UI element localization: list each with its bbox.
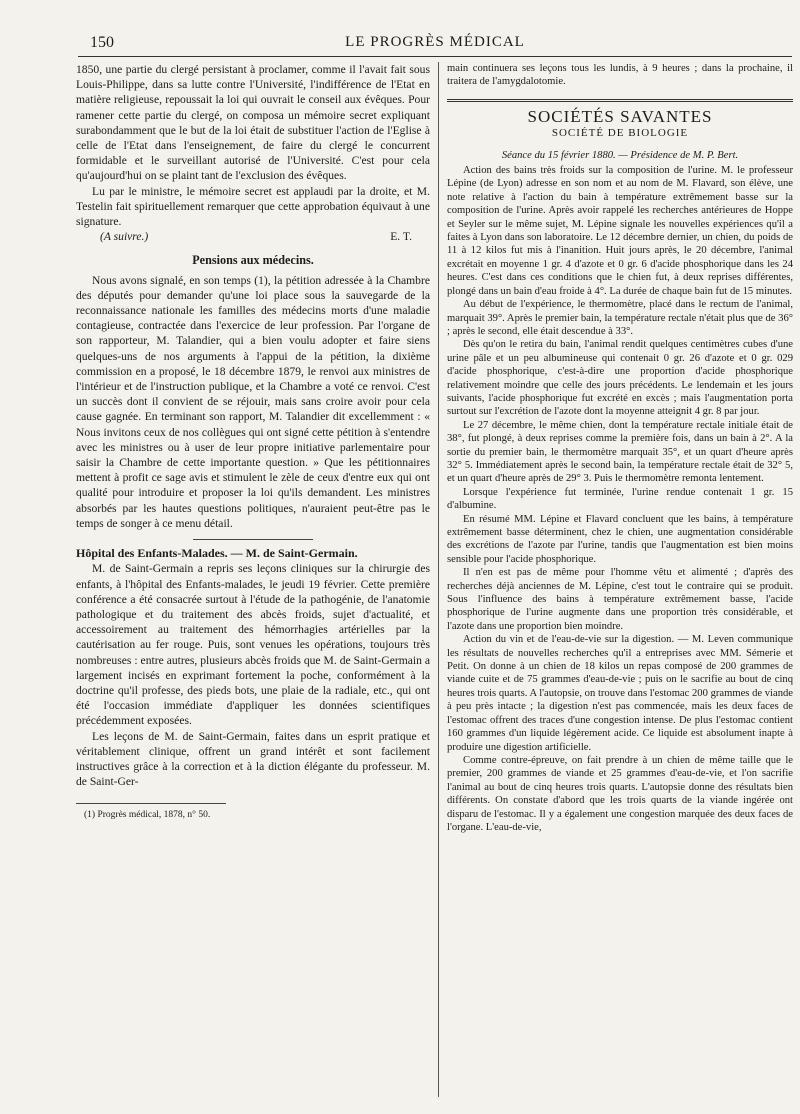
paragraph: Comme contre-épreuve, on fait prendre à un chien de même taille que le premier, 200 grammes de viande et 25 grammes d'eau-de-vie, et l'on sacrifie l'animal au bout de cinq heures trois quarts. L'autopsie donne des résultats bien différents. On constate d'abord que les trois quarts de la viande ingérée ont disparu de l'estomac. Il y a également une congestion marquée des deux faces de l'organe. L'eau-de-vie,	[447, 754, 793, 833]
session-line: Séance du 15 février 1880. — Présidence de M. P. Bert.	[501, 149, 739, 161]
section-title-societes: SOCIÉTÉS SAVANTES	[447, 99, 793, 123]
paragraph: Lu par le ministre, le mémoire secret est applaudi par la droite, et M. Testelin fait spirituellement remarquer que cette approbation équivaut à une signature.	[76, 184, 430, 229]
society-name: SOCIÉTÉ DE BIOLOGIE	[551, 127, 689, 140]
header-rule	[78, 56, 792, 57]
signature-line	[76, 229, 430, 244]
paragraph: Nous avons signalé, en son temps (1), la pétition adressée à la Chambre des députés pour demander qu'une loi place sous la sauvegarde de la reconnaissance nationale les familles des médecins morts d'une maladie contagieuse, contractée dans l'exercice de leur profession. Par l'organe de son rapporteur, M. Talandier, qui a bien voulu adopter et faire siens quelques-uns de nos arguments à l'appui de la pétition, la dixième commission en a proposé, le 18 décembre 1879, le renvoi aux ministres de l'intérieur et de l'instruction publique, et la Chambre a voté ce renvoi. C'est un succès dont il convient de se réjouir, mais sans croire avoir pour cela cause gagnée. En terminant son rapport, M. Talandier dit excellemment : « Nous invitons ceux de nos collègues qui ont signé cette pétition à s'entendre avec les ministres ou à user de leur propre initiative parlementaire pour saisir la Chambre de cette importante question. » Que les pétitionnaires mettent à profit ce sage avis et stimulent le zèle de ceux d'entre eux qui ont qualité pour introduire et proposer la loi qu'ils demandent. Les ministres absorbés par les hautes questions politiques, n'auraient peut-être pas le temps de songer à ce menu détail.	[76, 273, 430, 530]
footnote: (1) Progrès médical, 1878, n° 50.	[84, 810, 211, 821]
paragraph: Le 27 décembre, le même chien, dont la température rectale initiale était de 38°, fut plongé, à deux reprises comme la première fois, dans un bain à 2°. A la sortie du premier bain, le thermomètre marquait 35°, et un quart d'heure après 32° 5. Immédiatement après le second bain, la température rectale était de 32° 5, et un quart d'heure après de 29° 3. Puis le thermomètre remonta lentement.	[447, 419, 793, 485]
separator	[193, 539, 313, 540]
paragraph: 1850, une partie du clergé persistant à proclamer, comme il l'avait fait sous Louis-Philippe, dans sa lutte contre l'Université, l'indifférence de l'Etat en matière religieuse, repoussait la loi qui ouvrait le conseil aux évêques. Pour ramener cette partie du clergé, on composa un mémoire secret expliquant surabondamment que le but de la loi était de substituer l'action de l'Eglise à celle de l'Etat dans l'enseignement, de faire du clergé le concurrent formidable et le surveillant autorisé de l'Université. C'est pour cela qu'aujourd'hui on se plaint tant de l'exclusion des évêques.	[76, 63, 430, 183]
section-title-hopital: Hôpital des Enfants-Malades. — M. de Saint-Germain.	[76, 546, 358, 561]
paragraph: Action du vin et de l'eau-de-vie sur la digestion. — M. Leven communique les résultats de nouvelles recherches qu'il a entreprises avec MM. Sémerie et Petit. On donne à un chien de 18 kilos un repas composé de 200 grammes de viande cuite et de 75 grammes d'eau-de-vie ; puis on le sacrifie au bout de cinq heures trois quarts. A l'autopsie, on trouve dans l'estomac 200 grammes de viande à peu près intacte ; la digestion n'est pas commencée, mais les deux faces de l'estomac offrent des traces d'une congestion intense. De plus l'estomac contient 160 grammes d'un liquide légèrement acide. Ce liquide est absolument inapte à produire une digestion artificielle.	[447, 634, 793, 753]
right-column	[447, 62, 793, 834]
paragraph: Action des bains très froids sur la composition de l'urine. M. le professeur Lépine (de Lyon) adresse en son nom et au nom de M. Flavard, son élève, une note relative à l'action du bain à température extrêmement basse sur la composition de l'urine. Après avoir rappelé les recherches antérieures de Hoppe et Seyler sur le même sujet, M. Lépine signale les nouvelles expériences qu'il a faites à Lyon dans son laboratoire. Le 12 décembre dernier, un chien, du poids de 11 à 12 kilos fut mis à l'inanition. Huit jours après, le 20 décembre, l'animal excrétait en moyenne 1 gr. 4 d'azote et 0 gr. 6 d'acide phosphorique dans les 24 heures. C'est dans ces conditions que le chien fut, à deux reprises différentes, plongé dans un bain d'eau froide à 4°. La durée de chaque bain fut de 15 minutes.	[447, 165, 793, 297]
page-number: 150	[90, 34, 114, 51]
paragraph: main continuera ses leçons tous les lundis, à 9 heures ; dans la prochaine, il traitera de l'amygdalotomie.	[447, 63, 793, 88]
page-header	[78, 32, 792, 54]
footnote-rule	[76, 803, 226, 804]
paragraph: Dès qu'on le retira du bain, l'animal rendit quelques centimètres cubes d'une urine pâle et un peu albumineuse qui contenait 0 gr. 26 d'azote et 0 gr. 029 d'acide phosphorique, c'est-à-dire une proportion d'acide phosphorique relativement moindre que celle des jours précédents. Le lendemain et les jours suivants, l'acide phosphorique fut excrété en excès ; mais l'augmentation porta surtout sur l'excrétion de l'azote dont la moyenne atteignit 4 gr. 8 par jour.	[447, 339, 793, 418]
paragraph: Au début de l'expérience, le thermomètre, placé dans le rectum de l'animal, marquait 39°. Après le premier bain, la température rectale n'était plus que de 36° ; après le second, elle était descendue à 33°.	[447, 299, 793, 337]
paragraph: Lorsque l'expérience fut terminée, l'urine rendue contenait 1 gr. 15 d'albumine.	[447, 486, 793, 512]
left-column	[76, 62, 430, 824]
running-title: LE PROGRÈS MÉDICAL	[345, 34, 525, 50]
paragraph: En résumé MM. Lépine et Flavard concluent que les bains, à température extrêmement basse déterminent, chez le chien, une augmentation considérable des excrétions de l'azote par l'urine, tandis que l'augmentation est bien moins sensible pour l'acide phosphorique.	[447, 513, 793, 565]
a-suivre: (A suivre.)	[100, 230, 149, 244]
paragraph: Les leçons de M. de Saint-Germain, faites dans un esprit pratique et véritablement clinique, offrent un grand intérêt et sont facilement instructives grâce à la correction et à la diction élégante du professeur. M. de Saint-Ger-	[76, 729, 430, 789]
paragraph: Il n'en est pas de même pour l'homme vêtu et alimenté ; d'après des recherches déjà anciennes de M. Lépine, c'est tout le contraire qui se produit. Sous l'influence des bains à température extrêmement basse, l'acide phosphorique de l'urine augmente dans une proportion très considérable, et l'azote dans une proportion bien moindre.	[447, 567, 793, 632]
column-rule	[438, 62, 439, 1097]
signature: E. T.	[390, 230, 412, 244]
section-title-pensions: Pensions aux médecins.	[192, 253, 314, 268]
paragraph: M. de Saint-Germain a repris ses leçons cliniques sur la chirurgie des enfants, à l'hôpital des Enfants-malades, le jeudi 19 février. Cette première conférence a été consacrée surtout à l'étude de la pathogénie, de l'anatomie pathologique et du traitement des abcès froids, sujet d'actualité, et accessoirement au traitement des hémorrhagies artérielles par la cautérisation au fer rouge. Puis, sont venues les opérations, toujours très nombreuses : entre autres, plusieurs abcès froids que M. de Saint-Germain a largement incisés en exprimant fortement la poche, conformément à la doctrine qu'il professe, des pieds bots, une plaie de la radiale, etc., qui ont été l'occasion immédiate d'appliquer les données scientifiques précédemment exposées.	[76, 562, 430, 728]
